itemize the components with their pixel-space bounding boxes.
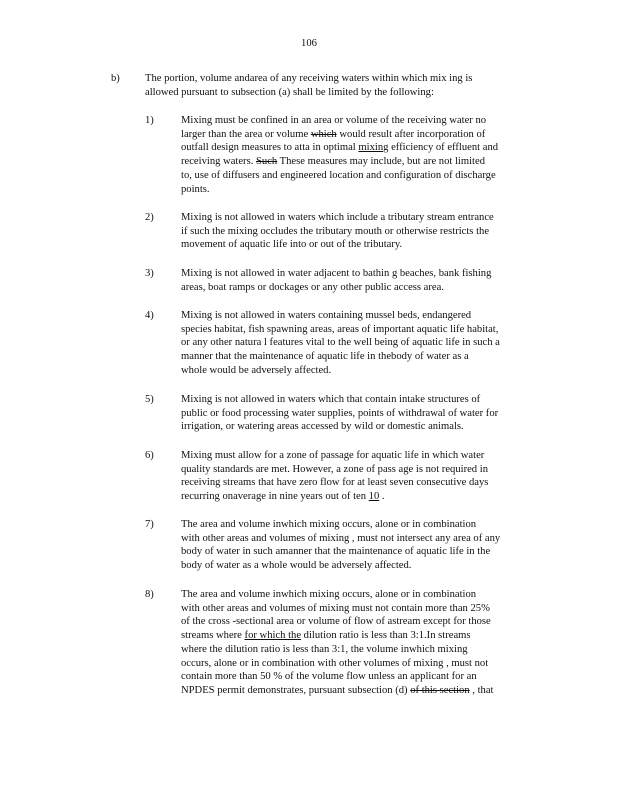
text-line: quality standards are met. However, a zone of pass age is not required in — [181, 463, 488, 475]
item-number: 6) — [145, 450, 154, 461]
text-line: NPDES permit demonstrates, pursuant subsection (d) of this section , that — [181, 684, 494, 696]
section-label: b) — [111, 73, 120, 84]
list-item — [181, 393, 538, 434]
list-item — [181, 518, 538, 573]
list-item — [181, 449, 538, 504]
item-number: 5) — [145, 394, 154, 405]
text-line: recurring onaverage in nine years out of ten 10 . — [181, 491, 385, 503]
inserted-text: mixing — [358, 142, 389, 154]
item-number: 2) — [145, 212, 154, 223]
text-line: species habitat, fish spawning areas, areas of important aquatic life habitat, — [181, 323, 499, 335]
text-line: where the dilution ratio is less than 3:1, the volume inwhich mixing — [181, 643, 468, 655]
item-number: 1) — [145, 115, 154, 126]
deleted-text: Such — [256, 156, 278, 168]
text-line: public or food processing water supplies, points of withdrawal of water for — [181, 407, 499, 419]
inserted-text: 10 — [368, 491, 380, 503]
text-line: streams where for which the dilution ratio is less than 3:1.In streams — [181, 630, 471, 642]
text-line: Mixing must allow for a zone of passage for aquatic life in which water — [181, 450, 485, 461]
text-line: or any other natura l features vital to the well being of aquatic life in such a — [181, 337, 500, 349]
text-line: contain more than 50 % of the volume flow unless an applicant for an — [181, 671, 477, 683]
text-line: if such the mixing occludes the tributary mouth or otherwise restricts the — [181, 225, 490, 237]
item-number: 3) — [145, 268, 154, 279]
text-line: to, use of diffusers and engineered location and configuration of discharge — [181, 169, 496, 181]
text-line: body of water as a whole would be adversely affected. — [181, 560, 412, 572]
text-line: movement of aquatic life into or out of the tributary. — [181, 239, 403, 251]
list-item — [181, 588, 538, 698]
text-line: Mixing is not allowed in waters containing mussel beds, endangered — [181, 310, 472, 321]
text-line: The portion, volume andarea of any receiving waters within which mix ing is — [145, 73, 473, 84]
text-line: allowed pursuant to subsection (a) shall be limited by the following: — [145, 86, 434, 98]
inserted-text: for which the — [244, 630, 302, 642]
list-item — [181, 267, 538, 294]
text-line: outfall design measures to atta in optimal mixing efficiency of effluent and — [181, 142, 499, 154]
text-line: areas, boat ramps or dockages or any other public access area. — [181, 281, 444, 293]
list-item — [181, 211, 538, 252]
page-number: 106 — [301, 38, 317, 49]
text-line: The area and volume inwhich mixing occurs, alone or in combination — [181, 589, 477, 600]
text-line: whole would be adversely affected. — [181, 364, 332, 376]
text-line: with other areas and volumes of mixing must not contain more than 25% — [181, 602, 490, 614]
item-number: 7) — [145, 519, 154, 530]
deleted-text: which — [310, 128, 337, 140]
text-line: receiving waters. Such These measures may include, but are not limited — [181, 156, 485, 168]
text-line: receiving streams that have zero flow for at least seven consecutive days — [181, 477, 489, 489]
text-line: irrigation, or watering areas accessed by wild or domestic animals. — [181, 421, 464, 433]
text-line: body of water in such amanner that the maintenance of aquatic life in the — [181, 546, 491, 558]
text-line: occurs, alone or in combination with other volumes of mixing , must not — [181, 657, 489, 669]
text-line: of the cross -sectional area or volume of flow of astream except for those — [181, 616, 491, 628]
deleted-text: of this section — [410, 684, 470, 696]
section-intro — [145, 72, 530, 99]
text-line: Mixing must be confined in an area or volume of the receiving water no — [181, 115, 487, 126]
text-line: points. — [181, 183, 210, 195]
text-line: manner that the maintenance of aquatic life in thebody of water as a — [181, 351, 469, 363]
list-item — [181, 309, 538, 378]
text-line: Mixing is not allowed in water adjacent to bathin g beaches, bank fishing — [181, 268, 492, 279]
item-number: 8) — [145, 589, 154, 600]
text-line: larger than the area or volume which would result after incorporation of — [181, 128, 486, 140]
text-line: with other areas and volumes of mixing , must not intersect any area of any — [181, 532, 501, 544]
list-item — [181, 114, 538, 196]
text-line: Mixing is not allowed in waters which include a tributary stream entrance — [181, 212, 494, 223]
item-number: 4) — [145, 310, 154, 321]
text-line: The area and volume inwhich mixing occurs, alone or in combination — [181, 519, 477, 530]
text-line: Mixing is not allowed in waters which that contain intake structures of — [181, 394, 481, 405]
